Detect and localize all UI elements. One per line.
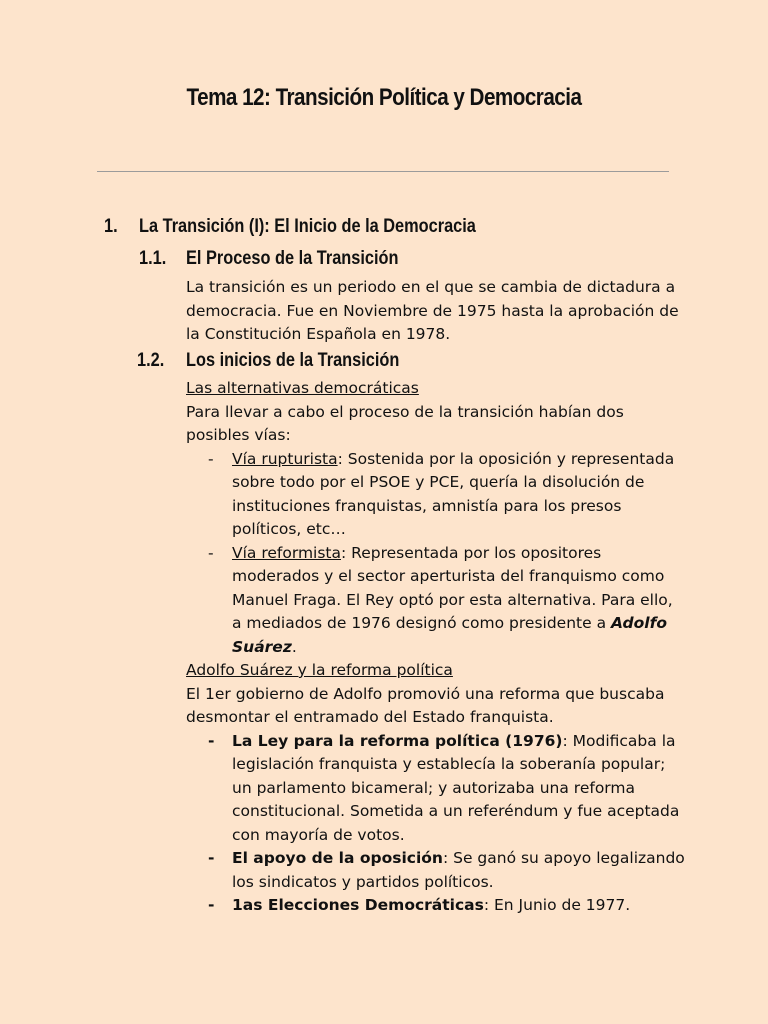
list-item-rupturista xyxy=(186,448,686,542)
section-1-1-heading: El Proceso de la Transición xyxy=(186,248,399,269)
elecciones-text: : En Junio de 1977. xyxy=(483,896,631,914)
adolfo-suarez-emphasis: Adolfo Suárez xyxy=(232,614,667,656)
section-1-number: 1. xyxy=(104,216,118,237)
term-apoyo-oposicion: El apoyo de la oposición xyxy=(232,849,443,867)
apoyo-oposicion-text: : Se ganó su apoyo legalizando los sindicatos y partidos políticos. xyxy=(232,849,685,891)
list-dash: - xyxy=(208,543,214,562)
term-via-rupturista: Vía rupturista xyxy=(232,449,338,468)
list-item-apoyo-oposicion xyxy=(186,847,686,894)
section-1-2-block xyxy=(186,377,686,918)
term-elecciones: 1as Elecciones Democráticas xyxy=(232,896,484,914)
reforma-intro: El 1er gobierno de Adolfo promovió una reforma que buscaba desmontar el entramado del Estado franquista. xyxy=(186,684,665,726)
section-1-1-text: La transición es un periodo en el que se cambia de dictadura a democracia. Fue en Noviembre de 1975 hasta la aprobación de la Constitución Española en 1978. xyxy=(186,278,679,343)
term-ley-reforma: La Ley para la reforma política (1976) xyxy=(232,731,563,750)
list-dash: - xyxy=(208,896,215,914)
list-dash: - xyxy=(208,731,215,750)
ley-reforma-text: : Modificaba la legislación franquista y establecía la soberanía popular; un parlamento bicameral; y autorizaba una reforma constitucional. Sometida a un referéndum y fue aceptada con mayoría de votos. xyxy=(232,731,680,844)
document-title: Tema 12: Transición Política y Democracia xyxy=(186,84,582,111)
via-rupturista-text: : Sostenida por la oposición y representada sobre todo por el PSOE y PCE, quería la disolución de instituciones franquistas, amnistía para los presos políticos, etc… xyxy=(232,449,675,538)
list-item-elecciones xyxy=(186,894,686,918)
section-1-2-number: 1.2. xyxy=(137,350,165,371)
section-1-1-number: 1.1. xyxy=(139,248,167,269)
via-reformista-text: : Representada por los opositores moderados y el sector aperturista del franquismo como Manuel Fraga. El Rey optó por esta alternativa. Para ello, a mediados de 1976 designó como presidente a xyxy=(232,543,673,632)
subheading-reforma-politica: Adolfo Suárez y la reforma política xyxy=(186,661,453,679)
section-1-2-heading: Los inicios de la Transición xyxy=(186,350,400,371)
list-dash: - xyxy=(208,849,215,867)
subheading-alternativas: Las alternativas democráticas xyxy=(186,379,419,397)
term-via-reformista: Vía reformista xyxy=(232,543,341,562)
title-divider xyxy=(97,171,669,172)
section-1-heading: La Transición (I): El Inicio de la Democracia xyxy=(139,216,476,237)
alternativas-intro: Para llevar a cabo el proceso de la transición habían dos posibles vías: xyxy=(186,402,624,444)
list-dash: - xyxy=(208,449,214,468)
list-item-ley-reforma xyxy=(186,730,686,848)
via-reformista-end: . xyxy=(291,637,297,656)
list-item-reformista xyxy=(186,542,686,660)
